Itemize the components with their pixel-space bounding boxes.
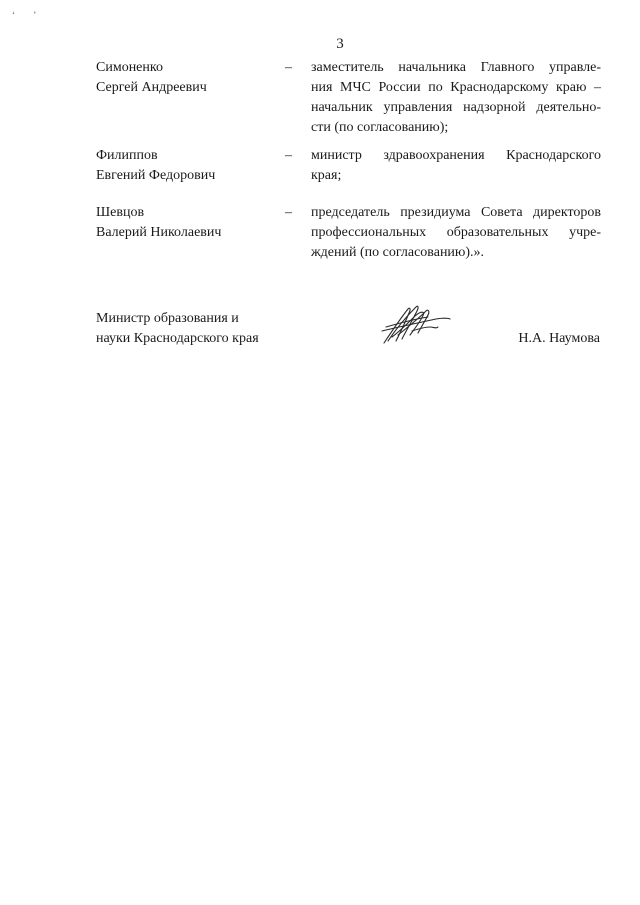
person-role <box>311 203 601 263</box>
role-line: профессиональных образовательных учре- <box>311 225 601 240</box>
role-line: заместитель начальника Главного управле- <box>311 60 601 75</box>
scan-corner-marks: ‘ ʼ <box>12 10 45 20</box>
signatory-title-line: Министр образования и <box>96 311 239 326</box>
person-name <box>96 203 276 243</box>
entry-dash: – <box>285 205 292 220</box>
role-line: края; <box>311 168 342 183</box>
role-line: сти (по согласованию); <box>311 120 449 135</box>
signatory-title <box>96 309 259 349</box>
handwritten-signature <box>378 301 453 349</box>
role-line: ждений (по согласованию).». <box>311 245 485 260</box>
role-line: министр здравоохранения Краснодарского <box>311 148 601 163</box>
entry-dash: – <box>285 148 292 163</box>
person-role <box>311 58 601 138</box>
person-name <box>96 58 276 98</box>
role-line: председатель президиума Совета директоров <box>311 205 601 220</box>
role-line: ния МЧС России по Краснодарскому краю – <box>311 80 601 95</box>
person-name <box>96 146 276 186</box>
person-role <box>311 146 601 186</box>
person-surname: Симоненко <box>96 60 163 75</box>
role-line: начальник управления надзорной деятельно- <box>311 100 601 115</box>
person-surname: Филиппов <box>96 148 158 163</box>
page-number: 3 <box>336 36 344 52</box>
signatory-name: Н.А. Наумова <box>518 331 600 346</box>
person-given-name: Евгений Федорович <box>96 168 216 183</box>
signature-block <box>0 309 640 359</box>
entry-dash: – <box>285 60 292 75</box>
person-given-name: Сергей Андреевич <box>96 80 207 95</box>
person-surname: Шевцов <box>96 205 145 220</box>
person-given-name: Валерий Николаевич <box>96 225 222 240</box>
signatory-title-line: науки Краснодарского края <box>96 331 259 346</box>
